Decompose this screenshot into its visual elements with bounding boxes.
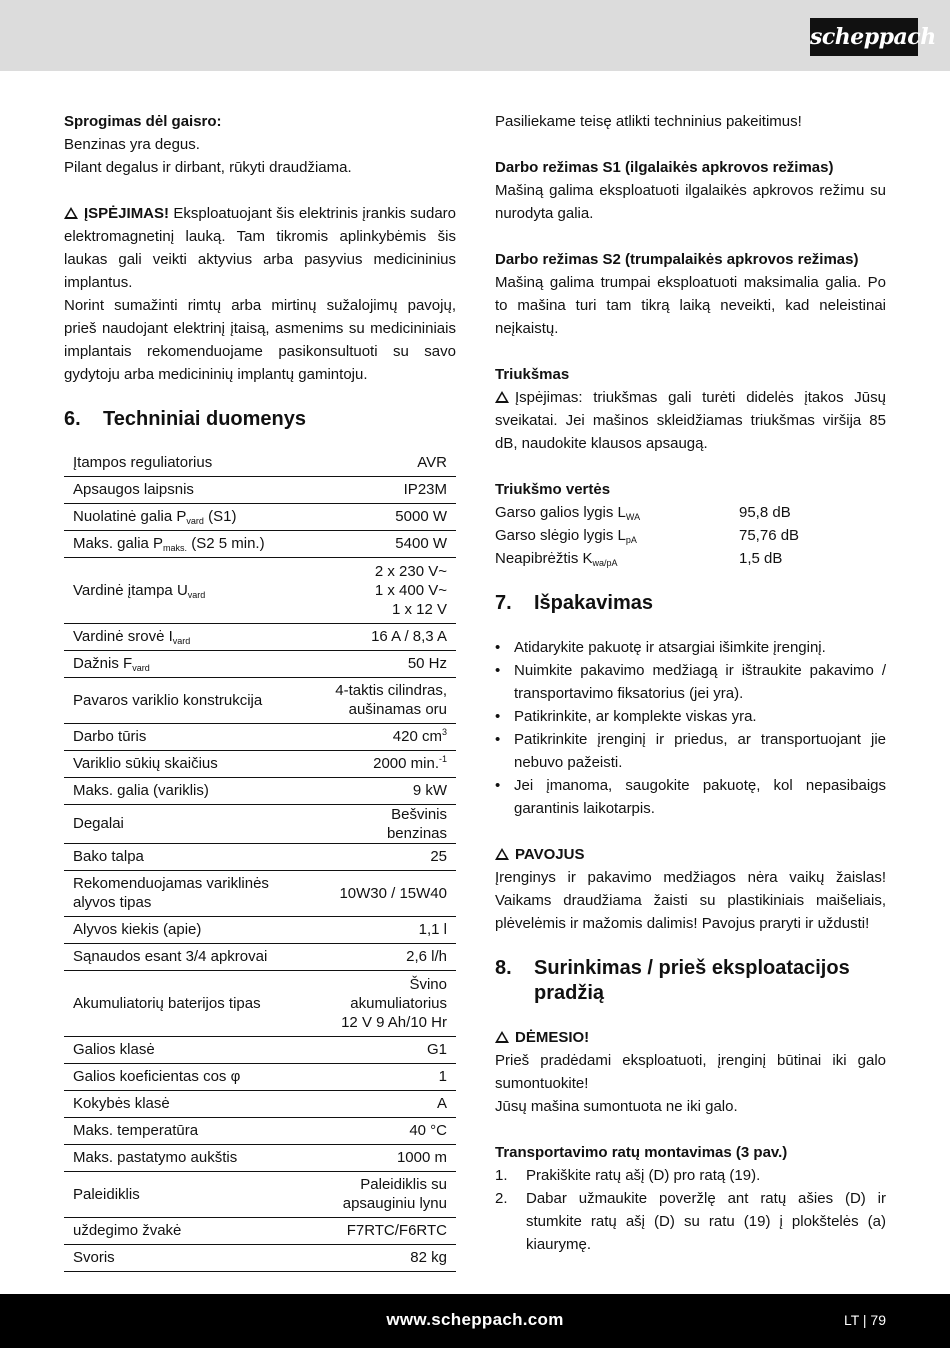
brand-logo[interactable]: scheppach bbox=[810, 18, 918, 56]
spec-value: 5400 W bbox=[323, 530, 456, 557]
fire-title: Sprogimas dėl gaisro: bbox=[64, 113, 222, 130]
spec-label: Galios klasė bbox=[64, 1036, 323, 1063]
warning-label: ĮSPĖJIMAS! bbox=[84, 205, 170, 222]
table-row bbox=[64, 503, 456, 530]
table-row bbox=[64, 650, 456, 677]
attention-text-2: Jūsų mašina sumontuota ne iki galo. bbox=[495, 1098, 738, 1115]
spec-label: Svoris bbox=[64, 1244, 323, 1271]
spec-value: 50 Hz bbox=[323, 650, 456, 677]
spec-value: 4-taktis cilindras, aušinamas oru bbox=[323, 677, 456, 723]
spec-label: Apsaugos laipsnis bbox=[64, 476, 323, 503]
s2-title: Darbo režimas S2 (trumpalaikės apkrovos režimas) bbox=[495, 251, 859, 268]
left-column bbox=[64, 110, 456, 1272]
list-item: • Patikrinkite įrenginį ir priedus, ar transportuojant jie nebuvo pažeisti. bbox=[495, 728, 886, 774]
spec-label: Maks. pastatymo aukštis bbox=[64, 1144, 323, 1171]
list-item: • Jei įmanoma, saugokite pakuotę, kol nepasibaigs garantinis laikotarpis. bbox=[495, 774, 886, 820]
noise-value-3: 1,5 dB bbox=[739, 550, 783, 567]
spec-value: 2,6 l/h bbox=[323, 943, 456, 970]
table-row bbox=[64, 1090, 456, 1117]
spec-value: IP23M bbox=[323, 476, 456, 503]
noise-title: Triukšmas bbox=[495, 366, 570, 383]
spec-label: Rekomenduojamas variklinės alyvos tipas bbox=[64, 870, 323, 916]
spec-value: 25 bbox=[323, 843, 456, 870]
spec-value: Bešvinis benzinas bbox=[323, 804, 456, 843]
danger-label: PAVOJUS bbox=[515, 846, 585, 863]
spec-label: Degalai bbox=[64, 804, 323, 843]
spec-label: Bako talpa bbox=[64, 843, 323, 870]
spec-label: Vardinė srovė $I_{vard}$ bbox=[64, 623, 323, 650]
section-6-number: 6. bbox=[64, 408, 81, 430]
list-item: • Patikrinkite, ar komplekte viskas yra. bbox=[495, 705, 886, 728]
spec-value: 40 °C bbox=[323, 1117, 456, 1144]
spec-label: Maks. galia $P_{maks.}$ (S2 5 min.) bbox=[64, 530, 323, 557]
attention-heading bbox=[495, 1026, 886, 1049]
table-row bbox=[64, 449, 456, 476]
spec-value: 2000 min.$^{-1}$ bbox=[323, 750, 456, 777]
warning-triangle-icon bbox=[64, 207, 78, 219]
spec-label: Maks. temperatūra bbox=[64, 1117, 323, 1144]
table-row bbox=[64, 1217, 456, 1244]
spec-label: Galios koeficientas cos φ bbox=[64, 1063, 323, 1090]
noise-paragraph bbox=[495, 386, 886, 455]
noise-label-2: Garso slėgio lygis $L_{pA}$ bbox=[495, 527, 637, 545]
noise-values bbox=[495, 501, 886, 570]
table-row bbox=[64, 1117, 456, 1144]
attention-label: DĖMESIO! bbox=[515, 1029, 590, 1046]
table-row bbox=[64, 677, 456, 723]
warning-paragraph bbox=[64, 202, 456, 294]
table-row bbox=[64, 623, 456, 650]
spec-label: uždegimo žvakė bbox=[64, 1217, 323, 1244]
spec-label: Variklio sūkių skaičius bbox=[64, 750, 323, 777]
noise-text: Įspėjimas: triukšmas gali turėti didelės įtakos Jūsų sveikatai. Jei mašinos skleidžiamas triukšmas viršija 85 dB, naudokite klausos apsaugą. bbox=[495, 389, 886, 452]
wheels-title: Transportavimo ratų montavimas (3 pav.) bbox=[495, 1144, 788, 1161]
section-6-title: Techniniai duomenys bbox=[103, 408, 306, 430]
spec-value: 1 bbox=[323, 1063, 456, 1090]
spec-value: Paleidiklis su apsauginiu lynu bbox=[323, 1171, 456, 1217]
table-row bbox=[64, 476, 456, 503]
fire-line-2: Pilant degalus ir dirbant, rūkyti draudžiama. bbox=[64, 159, 352, 176]
table-row bbox=[64, 723, 456, 750]
spec-value: F7RTC/F6RTC bbox=[323, 1217, 456, 1244]
spec-value: 2 x 230 V~ 1 x 400 V~ 1 x 12 V bbox=[323, 557, 456, 623]
changes-note: Pasiliekame teisę atlikti techninius pakeitimus! bbox=[495, 113, 802, 130]
fire-line-1: Benzinas yra degus. bbox=[64, 136, 200, 153]
s1-title: Darbo režimas S1 (ilgalaikės apkrovos režimas) bbox=[495, 159, 834, 176]
warning-text-2: Norint sumažinti rimtų arba mirtinų sužalojimų pavojų, prieš naudojant elektrinį įtaisą, asmenims su medicininiais implantais rekomenduojame pasikonsultuoti su savo gydytoju arba medicininių implantų gamintoju. bbox=[64, 297, 456, 383]
spec-value: Švino akumuliatorius 12 V 9 Ah/10 Hr bbox=[323, 970, 456, 1036]
spec-value: 1,1 l bbox=[323, 916, 456, 943]
spec-value: 9 kW bbox=[323, 777, 456, 804]
table-row bbox=[64, 557, 456, 623]
spec-value: 82 kg bbox=[323, 1244, 456, 1271]
noise-values-title: Triukšmo vertės bbox=[495, 481, 611, 498]
section-8-title: Surinkimas / prieš eksploatacijos pradžią bbox=[534, 957, 850, 1004]
warning-triangle-icon bbox=[495, 391, 509, 403]
table-row bbox=[64, 750, 456, 777]
spec-label: Paleidiklis bbox=[64, 1171, 323, 1217]
table-row bbox=[64, 916, 456, 943]
header-bar bbox=[0, 0, 950, 71]
attention-text: Prieš pradėdami eksploatuoti, įrenginį būtinai iki galo sumontuokite! bbox=[495, 1052, 886, 1092]
table-row bbox=[64, 870, 456, 916]
table-row bbox=[64, 943, 456, 970]
table-row bbox=[64, 1244, 456, 1271]
footer-bar bbox=[0, 1294, 950, 1348]
warning-text: Eksploatuojant šis elektrinis įrankis sudaro elektromagnetinį lauką. Tam tikromis aplinkybėmis šis laukas gali veikti aktyvius arba pasyvius medicininius implantus. bbox=[64, 205, 456, 291]
unpack-list bbox=[495, 636, 886, 820]
table-row bbox=[64, 777, 456, 804]
page-number: LT | 79 bbox=[843, 1312, 886, 1328]
spec-label: Nuolatinė galia $P_{vard}$ (S1) bbox=[64, 503, 323, 530]
section-8-number: 8. bbox=[495, 957, 512, 979]
spec-label: Sąnaudos esant 3/4 apkrovai bbox=[64, 943, 323, 970]
list-item: • Atidarykite pakuotę ir atsargiai išimkite įrenginį. bbox=[495, 636, 886, 659]
section-7-number: 7. bbox=[495, 592, 512, 614]
spec-label: Kokybės klasė bbox=[64, 1090, 323, 1117]
noise-label-1: Garso galios lygis $L_{WA}$ bbox=[495, 504, 641, 522]
list-item: 2. Dabar užmaukite poveržlę ant ratų ašies (D) ir stumkite ratų ašį (D) su ratu (19) į plokštelės (a) kiaurymę. bbox=[495, 1190, 886, 1253]
table-row bbox=[64, 1036, 456, 1063]
spec-value: 420 $cm^3$ bbox=[323, 723, 456, 750]
list-item: 1. Prakiškite ratų ašį (D) pro ratą (19). bbox=[495, 1167, 761, 1184]
s2-text: Mašiną galima trumpai eksploatuoti maksimalia galia. Po to mašina turi tam tikrą laiką neveikti, kad neleistinai neįkaistų. bbox=[495, 274, 886, 337]
spec-value: 10W30 / 15W40 bbox=[323, 870, 456, 916]
section-7-heading bbox=[495, 591, 886, 616]
table-row bbox=[64, 1063, 456, 1090]
table-row bbox=[64, 970, 456, 1036]
spec-label: Darbo tūris bbox=[64, 723, 323, 750]
s1-text: Mašiną galima eksploatuoti ilgalaikės apkrovos režimu su nurodyta galia. bbox=[495, 182, 886, 222]
noise-value-2: 75,76 dB bbox=[739, 527, 800, 544]
spec-label: Vardinė įtampa $U_{vard}$ bbox=[64, 557, 323, 623]
spec-value: 1000 m bbox=[323, 1144, 456, 1171]
noise-value-1: 95,8 dB bbox=[739, 504, 791, 521]
spec-label: Akumuliatorių baterijos tipas bbox=[64, 970, 323, 1036]
spec-value: 16 A / 8,3 A bbox=[323, 623, 456, 650]
noise-label-3: Neapibrėžtis $K_{wa/pA}$ bbox=[495, 550, 618, 568]
table-row bbox=[64, 1171, 456, 1217]
table-row bbox=[64, 804, 456, 843]
spec-label: Alyvos kiekis (apie) bbox=[64, 916, 323, 943]
table-row bbox=[64, 1144, 456, 1171]
spec-label: Pavaros variklio konstrukcija bbox=[64, 677, 323, 723]
right-column bbox=[495, 110, 886, 1256]
spec-value: G1 bbox=[323, 1036, 456, 1063]
footer-url[interactable]: www.scheppach.com bbox=[386, 1310, 564, 1329]
danger-text: Įrenginys ir pakavimo medžiagos nėra vaikų žaislas! Vaikams draudžiama žaisti su plastikiniais maišeliais, plėvelėmis ir mažomis dalimis! Pavojus praryti ir uždusti! bbox=[495, 869, 886, 932]
wheels-steps bbox=[495, 1164, 886, 1256]
spec-table bbox=[64, 449, 456, 1272]
section-6-heading bbox=[64, 407, 456, 432]
spec-value: A bbox=[323, 1090, 456, 1117]
spec-label: Dažnis $F_{vard}$ bbox=[64, 650, 323, 677]
list-item: • Nuimkite pakavimo medžiagą ir ištraukite pakavimo / transportavimo fiksatorius (jei yra). bbox=[495, 659, 886, 705]
warning-triangle-icon bbox=[495, 1031, 509, 1043]
section-8-heading bbox=[495, 956, 886, 1006]
spec-label: Įtampos reguliatorius bbox=[64, 449, 323, 476]
warning-triangle-icon bbox=[495, 848, 509, 860]
section-7-title: Išpakavimas bbox=[534, 592, 653, 614]
table-row bbox=[64, 843, 456, 870]
table-row bbox=[64, 530, 456, 557]
spec-value: 5000 W bbox=[323, 503, 456, 530]
spec-value: AVR bbox=[323, 449, 456, 476]
spec-label: Maks. galia (variklis) bbox=[64, 777, 323, 804]
danger-heading bbox=[495, 843, 886, 866]
